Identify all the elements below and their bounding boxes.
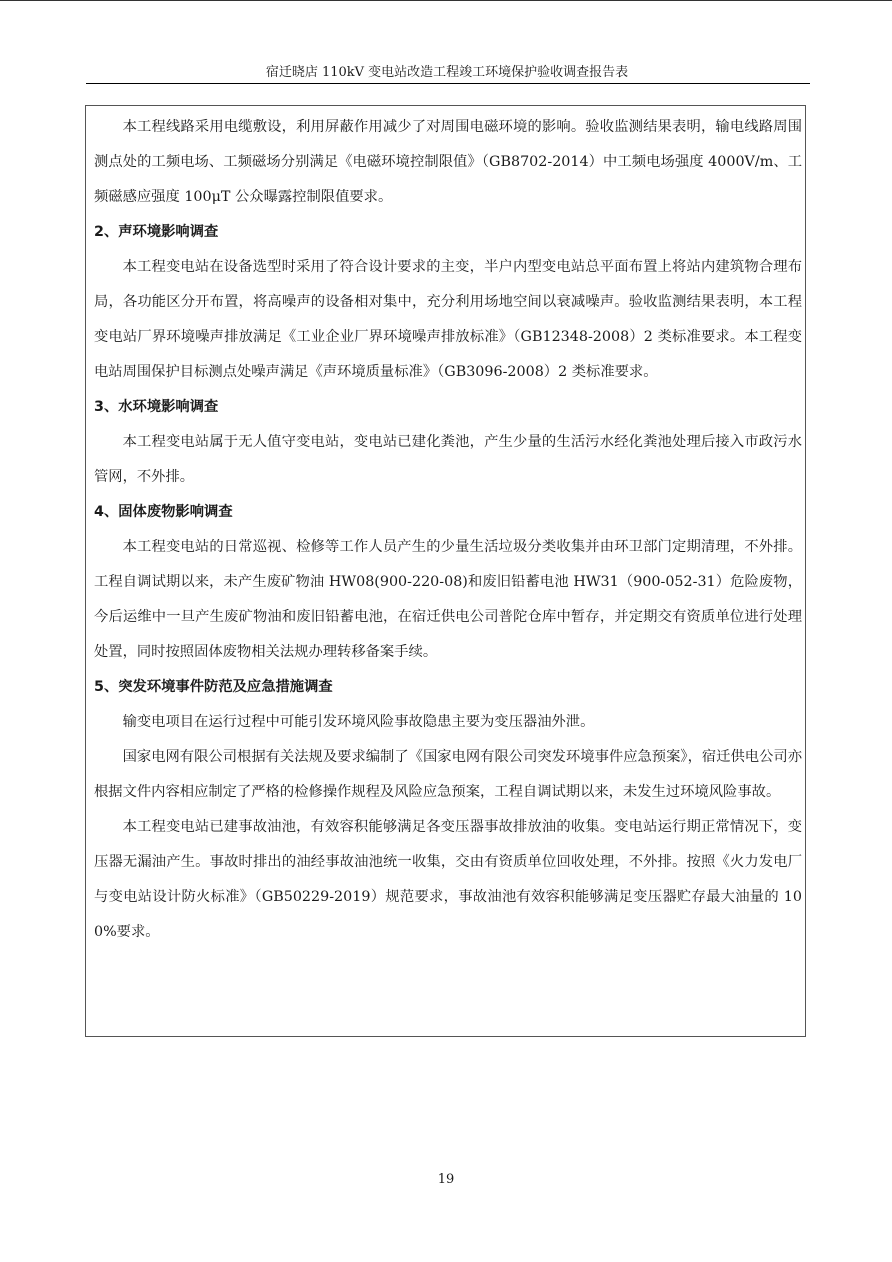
page-top-border [0, 0, 892, 1]
section-heading-acoustic: 2、声环境影响调查 [94, 224, 219, 240]
section-heading-solid-waste: 4、固体废物影响调查 [94, 504, 233, 520]
paragraph-oil-pit: 本工程变电站已建事故油池，有效容积能够满足各变压器事故排放油的收集。变电站运行期正常情况下，变压器无漏油产生。事故时排出的油经事故油池统一收集，交由有资质单位回收处理，不外排。按照《火力发电厂与变电站设计防火标准》（GB50229-2019）规范要求，事故油池有效容积能够满足变压器贮存最大油量的 100%要求。 [94, 819, 802, 940]
report-body [94, 110, 802, 950]
header-divider [86, 83, 810, 84]
section-heading-water: 3、水环境影响调查 [94, 399, 219, 415]
paragraph-emergency-risk: 输变电项目在运行过程中可能引发环境风险事故隐患主要为变压器油外泄。 [122, 714, 595, 730]
paragraph-electromagnetic-summary: 本工程线路采用电缆敷设，利用屏蔽作用减少了对周围电磁环境的影响。验收监测结果表明，输电线路周围测点处的工频电场、工频磁场分别满足《电磁环境控制限值》（GB8702-2014）中工频电场强度 4000V/m、工频磁感应强度 100μT 公众曝露控制限值要求。 [94, 119, 802, 205]
paragraph-water: 本工程变电站属于无人值守变电站，变电站已建化粪池，产生少量的生活污水经化粪池处理后接入市政污水管网，不外排。 [94, 434, 802, 485]
paragraph-solid-waste: 本工程变电站的日常巡视、检修等工作人员产生的少量生活垃圾分类收集并由环卫部门定期清理，不外排。工程自调试期以来，未产生废矿物油 HW08(900-220-08)和废旧铅蓄电池 HW31（900-052-31）危险废物，今后运维中一旦产生废矿物油和废旧铅蓄电池，在宿迁供电公司普陀仓库中暂存，并定期交有资质单位进行处理处置，同时按照固体废物相关法规办理转移备案手续。 [94, 539, 802, 660]
paragraph-acoustic: 本工程变电站在设备选型时采用了符合设计要求的主变，半户内型变电站总平面布置上将站内建筑物合理布局，各功能区分开布置，将高噪声的设备相对集中，充分利用场地空间以衰减噪声。验收监测结果表明，本工程变电站厂界环境噪声排放满足《工业企业厂界环境噪声排放标准》（GB12348-2008）2 类标准要求。本工程变电站周围保护目标测点处噪声满足《声环境质量标准》（GB3096-2008）2 类标准要求。 [94, 259, 802, 380]
paragraph-emergency-plan: 国家电网有限公司根据有关法规及要求编制了《国家电网有限公司突发环境事件应急预案》，宿迁供电公司亦根据文件内容相应制定了严格的检修操作规程及风险应急预案，工程自调试期以来，未发生过环境风险事故。 [94, 749, 802, 800]
page-number: 19 [437, 1172, 455, 1187]
document-header-title: 宿迁晓店 110kV 变电站改造工程竣工环境保护验收调查报告表 [265, 65, 629, 80]
section-heading-emergency: 5、突发环境事件防范及应急措施调查 [94, 679, 333, 695]
